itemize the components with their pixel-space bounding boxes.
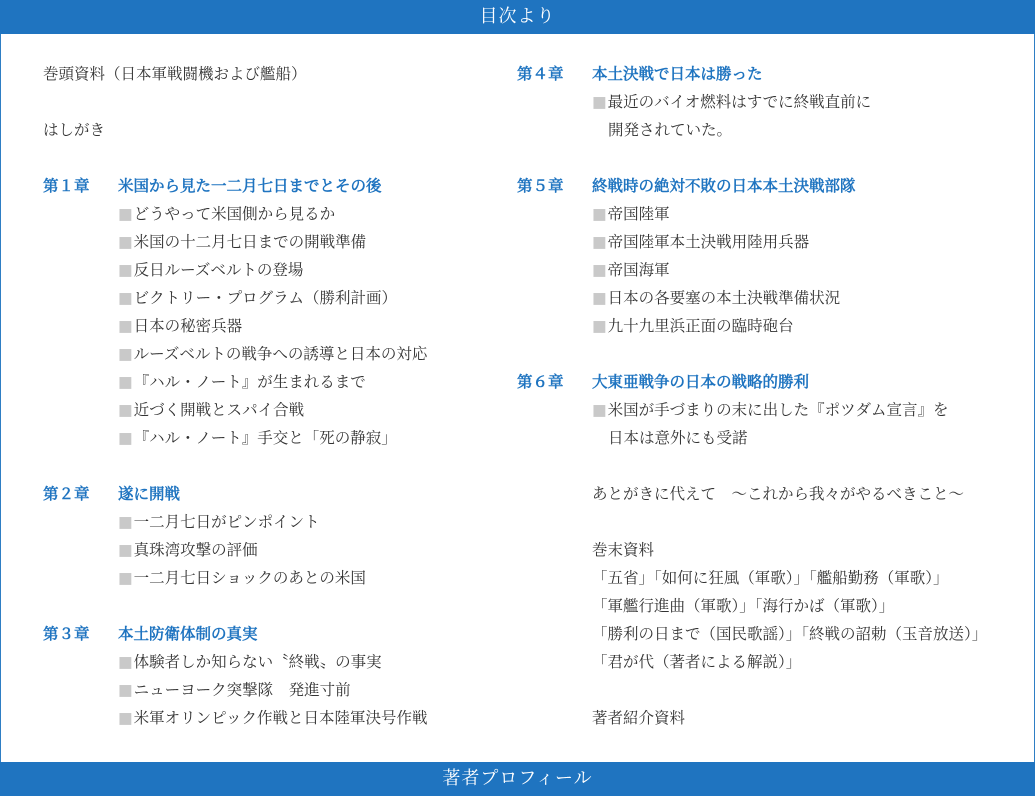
intro-material: 巻頭資料（日本軍戦闘機および艦船） xyxy=(43,65,307,83)
bullet-square-icon: ■ xyxy=(118,345,133,363)
chapter-5-number: 第５章 xyxy=(517,176,564,195)
bullet-square-icon: ■ xyxy=(118,709,133,727)
bullet-square-icon: ■ xyxy=(118,261,133,279)
chapter-5-heading xyxy=(517,175,856,197)
chapter-4-number: 第４章 xyxy=(517,64,564,83)
bullet-square-icon: ■ xyxy=(118,317,133,335)
bullet-square-icon: ■ xyxy=(118,289,133,307)
bullet-square-icon: ■ xyxy=(118,541,133,559)
chapter-1-item: ■日本の秘密兵器 xyxy=(118,317,243,335)
chapter-1-title: 米国から見た一二月七日までとその後 xyxy=(118,176,382,195)
chapter-2-item: ■一二月七日ショックのあとの米国 xyxy=(118,569,366,587)
author-profile-bar xyxy=(0,762,1035,796)
bullet-square-icon: ■ xyxy=(118,233,133,251)
chapter-4-heading xyxy=(517,63,763,85)
chapter-2-item: ■真珠湾攻撃の評価 xyxy=(118,541,258,559)
chapter-2-item: ■一二月七日がピンポイント xyxy=(118,513,320,531)
chapter-6-title: 大東亜戦争の日本の戦略的勝利 xyxy=(592,372,810,391)
bullet-square-icon: ■ xyxy=(118,681,133,699)
chapter-1-item: ■ルーズベルトの戦争への誘導と日本の対応 xyxy=(118,345,428,363)
chapter-4-title: 本土決戦で日本は勝った xyxy=(592,64,763,83)
chapter-3-item: ■ニューヨーク突撃隊 発進寸前 xyxy=(118,681,351,699)
chapter-5-item: ■帝国陸軍 xyxy=(592,205,670,223)
bullet-square-icon: ■ xyxy=(592,317,607,335)
chapter-1-item: ■反日ルーズベルトの登場 xyxy=(118,261,304,279)
chapter-4-item: ■最近のバイオ燃料はすでに終戦直前に xyxy=(592,93,872,111)
bullet-square-icon: ■ xyxy=(118,569,133,587)
chapter-6-heading xyxy=(517,371,809,393)
chapter-5-item: ■九十九里浜正面の臨時砲台 xyxy=(592,317,794,335)
chapter-6-item-continuation: 日本は意外にも受諾 xyxy=(608,429,748,447)
author-profile-title: 著者プロフィール xyxy=(442,768,593,789)
chapter-6-number: 第６章 xyxy=(517,372,564,391)
bullet-square-icon: ■ xyxy=(592,233,607,251)
chapter-6-item: ■米国が手づまりの末に出した『ポツダム宣言』を xyxy=(592,401,949,419)
chapter-5-item: ■帝国陸軍本土決戦用陸用兵器 xyxy=(592,233,810,251)
chapter-3-item: ■米軍オリンピック作戦と日本陸軍決号作戦 xyxy=(118,709,428,727)
bullet-square-icon: ■ xyxy=(118,653,133,671)
chapter-1-item: ■米国の十二月七日までの開戦準備 xyxy=(118,233,367,251)
bullet-square-icon: ■ xyxy=(592,289,607,307)
chapter-1-item: ■『ハル・ノート』手交と「死の静寂」 xyxy=(118,429,397,447)
chapter-1-heading xyxy=(43,175,382,197)
chapter-1-item: ■ビクトリー・プログラム（勝利計画） xyxy=(118,289,398,307)
chapter-3-heading xyxy=(43,623,258,645)
chapter-1-item: ■『ハル・ノート』が生まれるまで xyxy=(118,373,366,391)
chapter-3-item: ■体験者しか知らない〝終戦〟の事実 xyxy=(118,653,382,671)
preface: はしがき xyxy=(43,121,106,139)
toc-header-bar xyxy=(0,0,1035,34)
chapter-1-number: 第１章 xyxy=(43,176,90,195)
appendix-line: 「君が代（著者による解説）」 xyxy=(592,653,802,671)
chapter-3-number: 第３章 xyxy=(43,624,90,643)
chapter-5-item: ■日本の各要塞の本土決戦準備状況 xyxy=(592,289,841,307)
author-introduction: 著者紹介資料 xyxy=(592,709,686,727)
appendix-line: 「勝利の日まで（国民歌謡）」「終戦の詔勅（玉音放送）」 xyxy=(592,625,988,643)
chapter-1-item: ■近づく開戦とスパイ合戦 xyxy=(118,401,305,419)
chapter-5-item: ■帝国海軍 xyxy=(592,261,670,279)
bullet-square-icon: ■ xyxy=(592,261,607,279)
appendix-line: 「軍艦行進曲（軍歌）」「海行かば（軍歌）」 xyxy=(592,597,895,615)
chapter-2-title: 遂に開戦 xyxy=(118,484,181,503)
chapter-5-title: 終戦時の絶対不敗の日本本土決戦部隊 xyxy=(592,176,856,195)
appendix-line: 「五省」「如何に狂風（軍歌）」「艦船勤務（軍歌）」 xyxy=(592,569,949,587)
chapter-4-item-continuation: 開発されていた。 xyxy=(608,121,733,139)
bullet-square-icon: ■ xyxy=(592,93,607,111)
toc-header-title: 目次より xyxy=(479,6,556,27)
chapter-1-item: ■どうやって米国側から見るか xyxy=(118,205,336,223)
bullet-square-icon: ■ xyxy=(118,429,133,447)
bullet-square-icon: ■ xyxy=(118,373,133,391)
chapter-2-heading xyxy=(43,483,180,505)
appendix-title: 巻末資料 xyxy=(592,541,655,559)
bullet-square-icon: ■ xyxy=(592,205,607,223)
bullet-square-icon: ■ xyxy=(118,205,133,223)
bullet-square-icon: ■ xyxy=(592,401,607,419)
chapter-3-title: 本土防衛体制の真実 xyxy=(118,624,258,643)
afterword: あとがきに代えて ～これから我々がやるべきこと～ xyxy=(592,485,965,503)
bullet-square-icon: ■ xyxy=(118,513,133,531)
chapter-2-number: 第２章 xyxy=(43,484,90,503)
bullet-square-icon: ■ xyxy=(118,401,133,419)
